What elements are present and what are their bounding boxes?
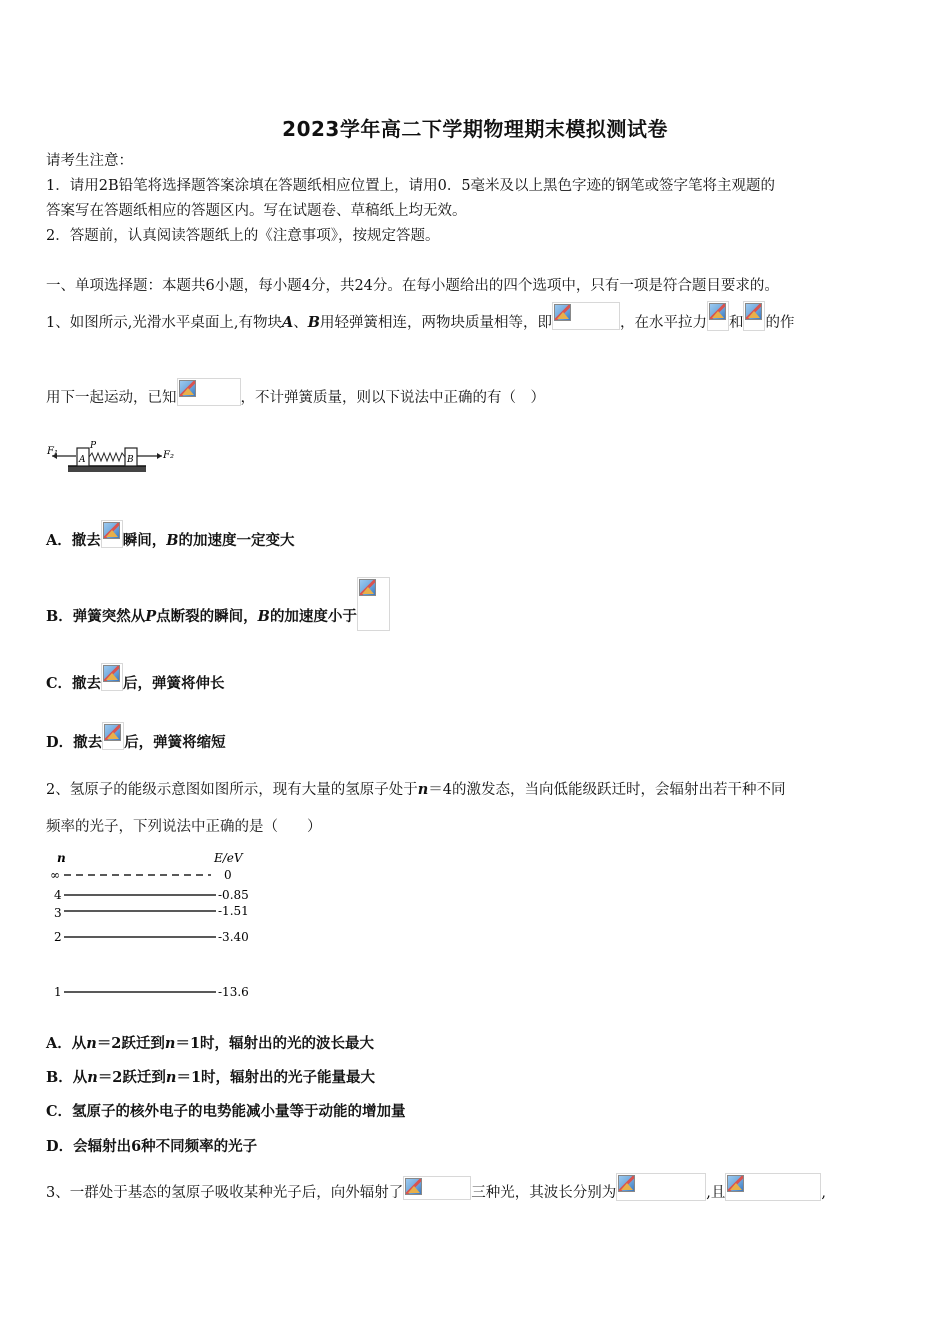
q2-line-1: 2、氢原子的能级示意图如图所示，现有大量的氢原子处于n＝4的激发态，当向低能级跃迁时，会辐射出若干种不同 bbox=[46, 781, 786, 798]
level-inf bbox=[50, 868, 232, 882]
formula-image-icon bbox=[101, 663, 123, 691]
formula-image-icon bbox=[707, 301, 729, 331]
level-1 bbox=[54, 985, 249, 999]
q2-option-b: B．从n＝2跃迁到n＝1时，辐射出的光子能量最大 bbox=[46, 1069, 376, 1086]
level-e: -0.85 bbox=[218, 888, 249, 902]
level-e: -1.51 bbox=[218, 904, 249, 918]
notice-line-2: 答案写在答题纸相应的答题区内。写在试题卷、草稿纸上均无效。 bbox=[46, 203, 467, 219]
q2-option-c: C．氢原子的核外电子的电势能减小量等于动能的增加量 bbox=[46, 1103, 406, 1120]
level-e: -13.6 bbox=[218, 985, 249, 999]
formula-image-icon bbox=[101, 520, 123, 548]
level-n: 3 bbox=[54, 906, 62, 920]
level-2 bbox=[54, 930, 249, 944]
level-n: 2 bbox=[54, 930, 62, 944]
section-heading: 一、单项选择题：本题共6小题，每小题4分，共24分。在每小题给出的四个选项中，只有一项是符合题目要求的。 bbox=[46, 278, 779, 294]
notice-heading: 请考生注意： bbox=[46, 153, 133, 169]
fig-label-f1: F₁ bbox=[47, 446, 58, 457]
formula-image-icon bbox=[102, 722, 124, 750]
diagram-n-label: n bbox=[57, 851, 66, 865]
energy-level-diagram bbox=[46, 848, 266, 1004]
q2-option-d: D．会辐射出6种不同频率的光子 bbox=[46, 1138, 258, 1155]
q1-option-d: D．撤去 后，弹簧将缩短 bbox=[46, 733, 226, 753]
level-n: 4 bbox=[54, 888, 62, 902]
fig-label-b: B bbox=[127, 455, 134, 465]
q1-option-a: A．撤去 瞬间，B的加速度一定变大 bbox=[46, 531, 295, 551]
formula-image-icon bbox=[403, 1176, 471, 1200]
fig-label-f2: F₂ bbox=[163, 450, 174, 461]
fig-label-a: A bbox=[79, 455, 86, 465]
formula-image-icon bbox=[616, 1173, 706, 1201]
level-n: ∞ bbox=[50, 868, 60, 882]
formula-image-icon bbox=[552, 302, 620, 330]
level-4 bbox=[54, 888, 249, 902]
notice-line-3: 2．答题前，认真阅读答题纸上的《注意事项》，按规定答题。 bbox=[46, 228, 440, 244]
formula-image-icon bbox=[743, 301, 765, 331]
q1-line-1: 1、如图所示,光滑水平桌面上,有物块A、B用轻弹簧相连，两物块质量相等，即 ，在水平拉力 和 的作 bbox=[46, 313, 794, 333]
page-title: 2023学年高二下学期物理期末模拟测试卷 bbox=[282, 117, 668, 141]
q1-option-b: B．弹簧突然从P点断裂的瞬间，B的加速度小于 bbox=[46, 603, 390, 631]
formula-image-icon bbox=[725, 1173, 821, 1201]
formula-image-icon bbox=[357, 577, 390, 631]
fig-label-p: P bbox=[90, 441, 97, 451]
q2-option-a: A．从n＝2跃迁到n＝1时，辐射出的光的波长最大 bbox=[46, 1035, 375, 1052]
notice-line-1: 1．请用2B铅笔将选择题答案涂填在答题纸相应位置上，请用0．5毫米及以上黑色字迹的钢笔或签字笔将主观题的 bbox=[46, 178, 776, 194]
q1-line-2: 用下一起运动，已知 ，不计弹簧质量，则以下说法中正确的有（ ） bbox=[46, 388, 545, 408]
q1-option-c: C．撤去 后，弹簧将伸长 bbox=[46, 674, 225, 694]
diagram-e-label: E/eV bbox=[214, 851, 243, 865]
level-n: 1 bbox=[54, 985, 62, 999]
level-e: -3.40 bbox=[218, 930, 249, 944]
q2-line-2: 频率的光子，下列说法中正确的是（ ） bbox=[46, 819, 322, 835]
q3-line-1: 3、一群处于基态的氢原子吸收某种光子后，向外辐射了 三种光，其波长分别为 ,且 , bbox=[46, 1183, 826, 1203]
level-e: 0 bbox=[224, 868, 232, 882]
level-3 bbox=[54, 904, 249, 920]
spring-blocks-figure bbox=[46, 438, 176, 484]
formula-image-icon bbox=[177, 378, 241, 406]
